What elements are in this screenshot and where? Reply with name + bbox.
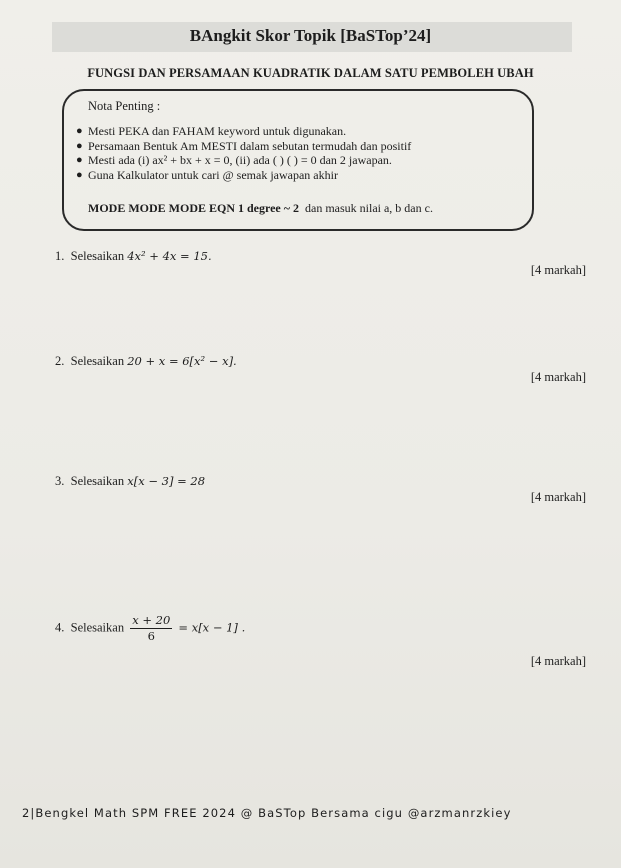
question-number: 2. [55,354,65,368]
question-3 [55,474,205,489]
question-prefix: Selesaikan [70,474,125,488]
note-item [76,167,411,183]
note-item [76,124,411,139]
question-expression: 20 + x = 6[x² − x]. [127,354,237,368]
question-expression: = x[x − 1] . [178,620,246,635]
note-item-text: Mesti ada (i) ax² + bx + x = 0, (ii) ada ( ) ( ) = 0 dan 2 jawapan. [88,153,392,168]
calculator-steps-tail: dan masuk nilai a, b dan c. [305,201,433,215]
bullet-icon: ● [76,168,83,181]
question-2-marks: [4 markah] [530,370,586,384]
page-footer: 2|Bengkel Math SPM FREE 2024 @ BaSTop Bersama cigu @arzmanrzkiey [22,806,512,820]
question-number: 1. [55,249,65,263]
note-item-text: Mesti PEKA dan FAHAM keyword untuk digunakan. [88,124,347,138]
calculator-key-sequence: MODE MODE MODE EQN 1 degree ~ 2 [88,201,299,215]
question-prefix: Selesaikan [70,354,125,368]
note-item-text: Persamaan Bentuk Am MESTI dalam sebutan termudah dan positif [88,138,412,153]
page-title: BAngkit Skor Topik [BaSTop’24] [189,26,432,45]
question-1 [55,249,212,264]
question-prefix: Selesaikan [70,620,125,635]
note-item [76,138,412,154]
calculator-steps [88,201,433,216]
question-1-marks: [4 markah] [530,263,586,277]
question-4 [55,613,245,644]
topic-subtitle: FUNGSI DAN PERSAMAAN KUADRATIK DALAM SATU PEMBOLEH UBAH [87,66,534,80]
question-number: 3. [55,474,65,488]
important-note-box [62,89,534,231]
note-list [76,124,412,182]
bullet-icon: ● [76,154,83,167]
question-prefix: Selesaikan [70,249,125,263]
fraction [130,613,172,644]
question-expression: 4x² + 4x = 15. [127,249,212,263]
bullet-icon: ● [76,125,83,137]
question-number: 4. [55,620,65,635]
question-expression: x[x − 3] = 28 [127,474,206,488]
note-item-text: Guna Kalkulator untuk cari @ semak jawapan akhir [88,167,338,182]
question-4-marks: [4 markah] [530,654,586,668]
question-2 [55,354,237,369]
fraction-numerator: x + 20 [132,613,171,627]
note-item [76,153,411,168]
fraction-denominator: 6 [147,629,155,643]
bullet-icon: ● [76,139,83,152]
question-3-marks: [4 markah] [530,490,586,504]
note-heading: Nota Penting : [88,99,161,113]
